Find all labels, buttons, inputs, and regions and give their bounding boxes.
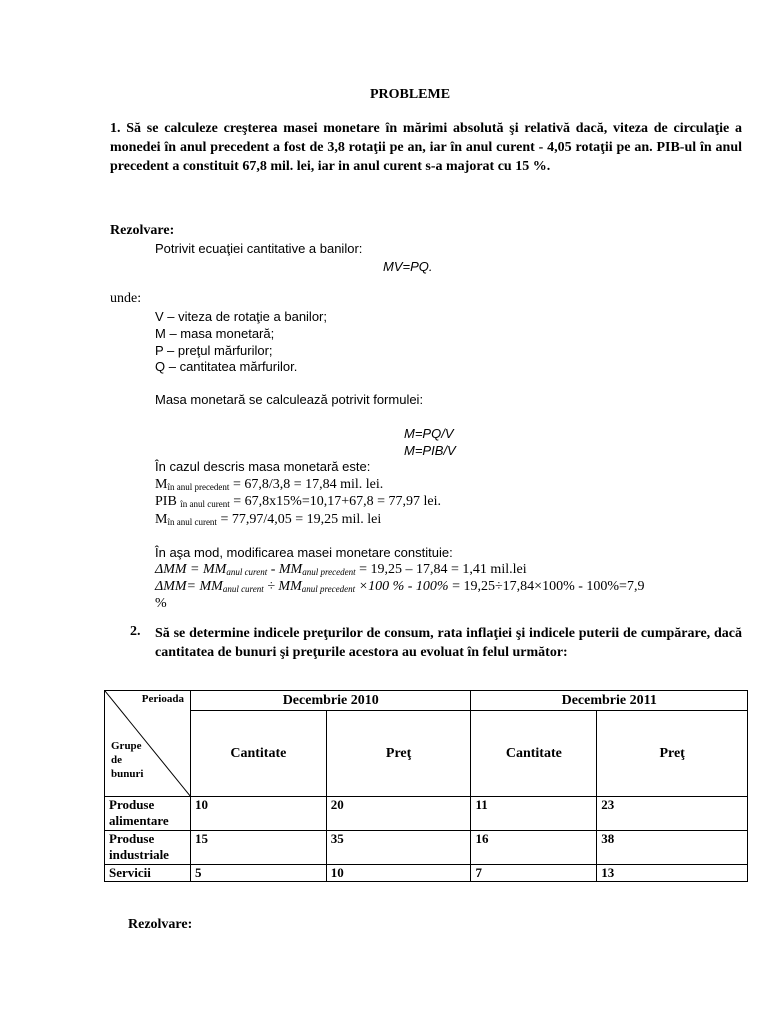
row-label: Servicii [105, 865, 191, 882]
calc-m-precedent: $M_{în anul precedent} = 67,8/3,8 = 17,84$ mil. lei. [155, 477, 384, 492]
cell: 13 [597, 865, 748, 882]
corner-period-label: Perioada [141, 693, 184, 705]
col-cantitate-2011: Cantitate [471, 711, 597, 797]
solution-1-intro: Potrivit ecuaţiei cantitative a banilor: [155, 241, 363, 256]
definition-m: M – masa monetară; [155, 326, 275, 341]
calc-relative-change-unit: % [155, 596, 167, 611]
row-label: Produse industriale [105, 831, 191, 865]
calc-relative-change: $\Delta MM= MM_{anul curent} \div MM_{anul precedent} \times 100$ % - 100% = 19,25÷17,84×100% - 100%=7,9 [155, 579, 645, 594]
period-header-2011: Decembrie 2011 [471, 691, 748, 711]
cell: 38 [597, 831, 748, 865]
cell: 35 [326, 831, 471, 865]
cell: 10 [326, 865, 471, 882]
row-label: Produse alimentare [105, 797, 191, 831]
formula-intro: Masa monetară se calculează potrivit formulei: [155, 392, 424, 407]
change-intro: În aşa mod, modificarea masei monetare constituie: [155, 545, 453, 560]
cell: 16 [471, 831, 597, 865]
col-cantitate-2010: Cantitate [190, 711, 326, 797]
col-pret-2011: Preţ [597, 711, 748, 797]
table-row [105, 831, 748, 865]
table-row [105, 797, 748, 831]
cell: 23 [597, 797, 748, 831]
page-title: PROBLEME [369, 87, 451, 102]
calc-absolute-change: $\Delta MM = MM_{anul curent} - MM_{anul precedent} = 19,25 - 17,84 = 1,41$ mil.lei [155, 562, 527, 577]
unde-label: unde: [110, 291, 142, 306]
corner-group-label: Grupe de bunuri [111, 740, 144, 780]
definition-q: Q – cantitatea mărfurilor. [155, 359, 298, 374]
case-intro: În cazul descris masa monetară este: [155, 459, 371, 474]
formula-m-pib-v: M=PIB/V [404, 443, 456, 458]
definition-p: P – preţul mărfurilor; [155, 343, 273, 358]
cell: 5 [190, 865, 326, 882]
table-corner-cell [105, 691, 191, 797]
cell: 7 [471, 865, 597, 882]
definition-v: V – viteza de rotaţie a banilor; [155, 309, 327, 324]
cell: 20 [326, 797, 471, 831]
calc-pib-curent: PIB $_{în anul curent}$ = 67,8x15%=10,17+67,8 = 77,97 lei. [155, 494, 442, 509]
equation-mv-pq: MV=PQ. [383, 259, 433, 274]
cell: 10 [190, 797, 326, 831]
solution-2-heading: Rezolvare: [128, 917, 193, 932]
solution-1-heading: Rezolvare: [110, 223, 175, 238]
problem-2-statement: Să se determine indicele preţurilor de consum, rata inflaţiei şi indicele puterii de cumpărare, dacă cantitatea de bunuri şi preţurile acestora au evoluat în felul următor: [155, 626, 742, 660]
table-row [105, 865, 748, 882]
cell: 15 [190, 831, 326, 865]
calc-m-curent: $M_{în anul curent} = 77,97/4,05 = 19,25$ mil. lei [155, 512, 382, 527]
problem-1-statement: 1. Să se calculeze creşterea masei monetare în mărimi absolută şi relativă dacă, viteza de circulaţie a monedei în anul precedent a fost de 3,8 rotaţii pe an, iar în anul curent - 4,05 rotaţii pe an. PIB-ul în anul precedent a constituit 67,8 mil. lei, iar in anul curent s-a majorat cu 15 %. [110, 121, 742, 174]
col-pret-2010: Preţ [326, 711, 471, 797]
period-header-2010: Decembrie 2010 [190, 691, 471, 711]
formula-m-pq-v: M=PQ/V [404, 426, 454, 441]
problem-2-number: 2. [130, 624, 141, 639]
goods-price-table [104, 690, 748, 882]
cell: 11 [471, 797, 597, 831]
